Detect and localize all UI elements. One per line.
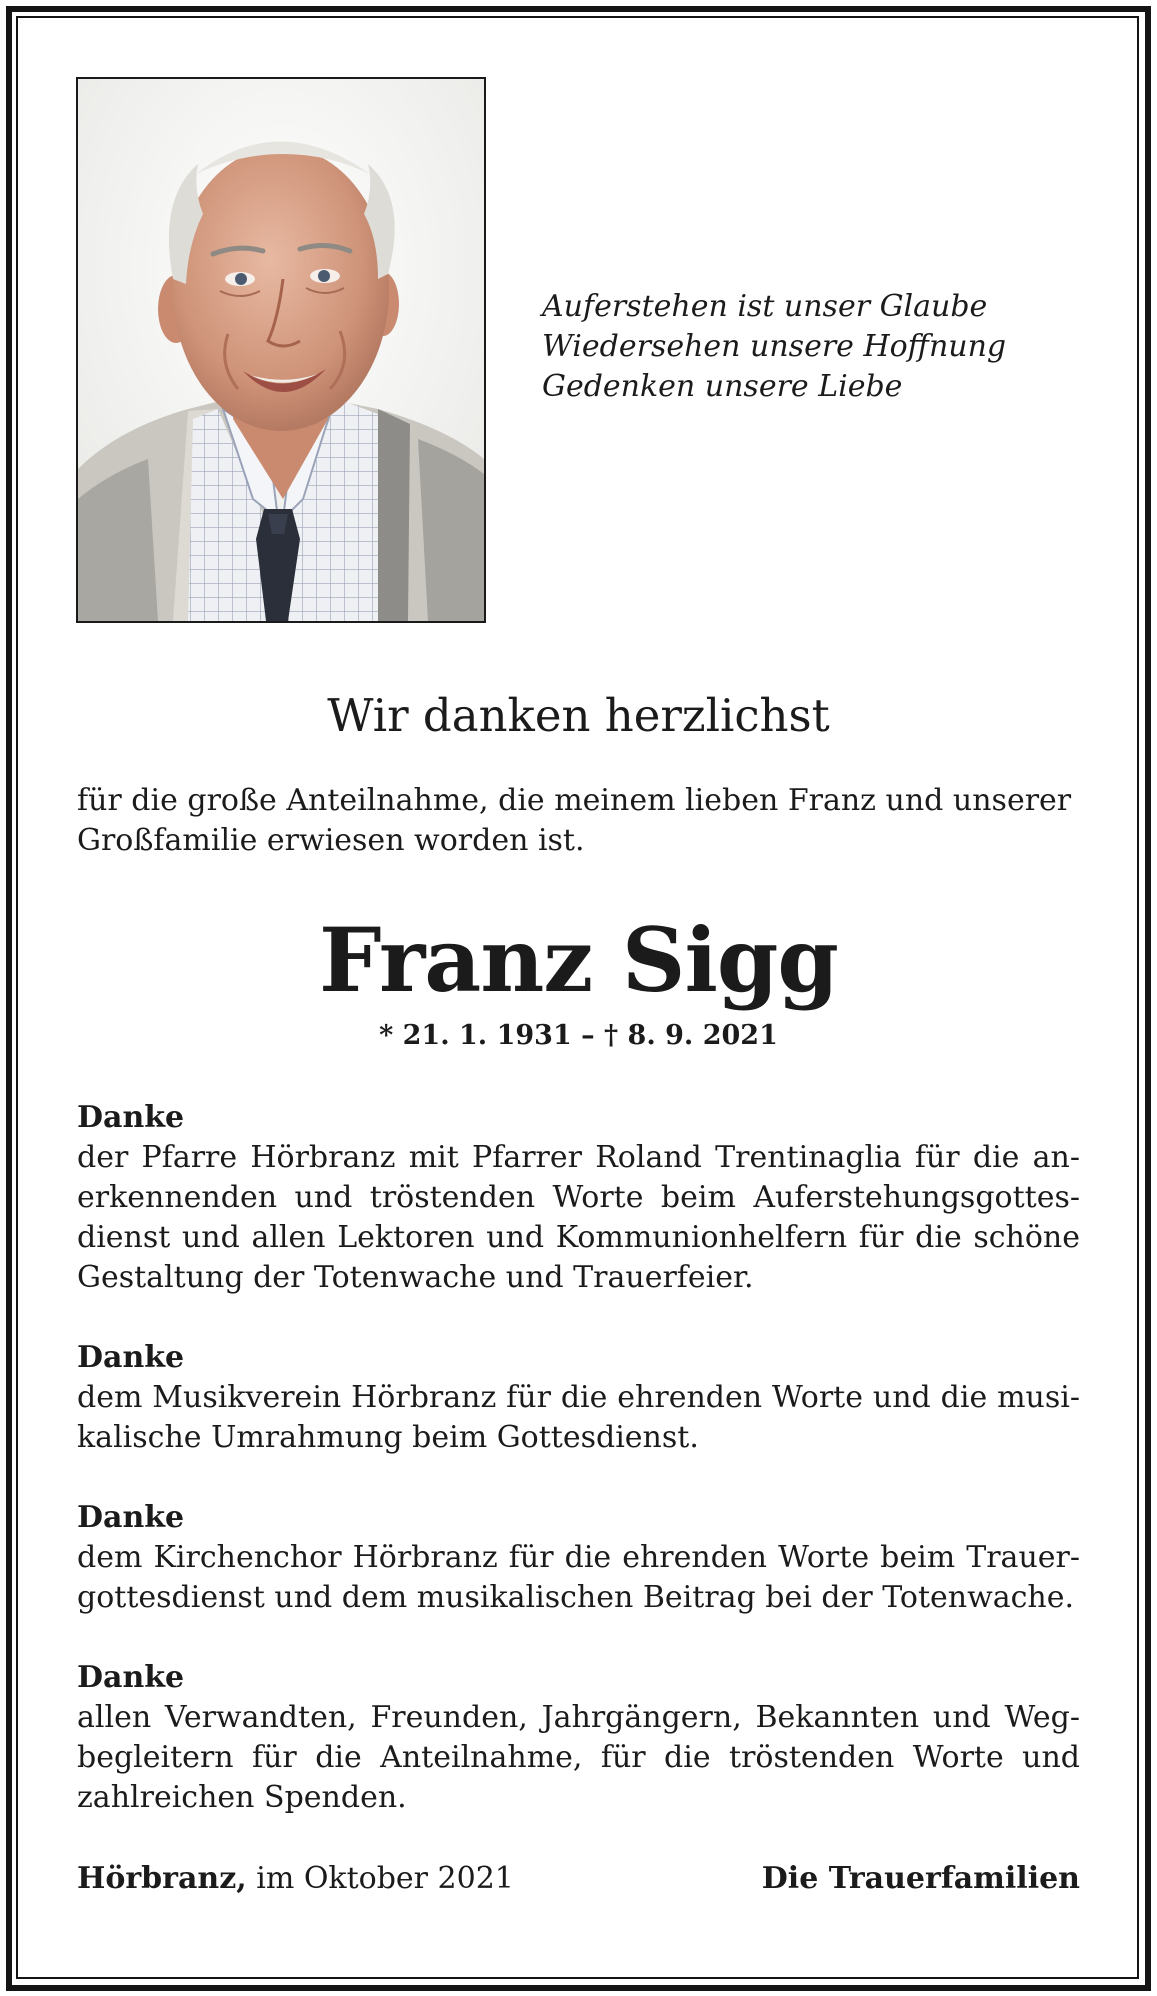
place-date: [77, 1859, 514, 1899]
thanks-section-choir: [77, 1498, 1080, 1618]
portrait-illustration: [78, 79, 484, 621]
intro-line: für die große Anteilnahme, die meinem lieben Franz und unserer: [77, 783, 1072, 818]
place: Hörbranz,: [77, 1861, 247, 1896]
signature: Die Trauerfamilien: [761, 1861, 1080, 1896]
thanks-line: dem Kirchenchor Hörbranz für die ehrenden Worte beim Trauer-: [77, 1540, 1080, 1575]
portrait-photo: [76, 77, 486, 623]
deceased-name: Franz Sigg: [319, 908, 838, 1012]
motto: [542, 287, 1062, 407]
thanks-line: allen Verwandten, Freunden, Jahrgängern, Bekannten und Weg-: [77, 1700, 1080, 1735]
thanks-label: Danke: [77, 1340, 185, 1375]
thanks-line: kalische Umrahmung beim Gottesdienst.: [77, 1420, 699, 1455]
thanks-section-relatives: [77, 1658, 1080, 1818]
thanks-line: der Pfarre Hörbranz mit Pfarrer Roland Trentinaglia für die an-: [77, 1140, 1080, 1175]
thanks-line: Gestaltung der Totenwache und Trauerfeier.: [77, 1260, 754, 1295]
motto-line: Gedenken unsere Liebe: [542, 369, 903, 404]
headline: Wir danken herzlichst: [327, 689, 830, 742]
thanks-line: gottesdienst und dem musikalischen Beitrag bei der Totenwache.: [77, 1580, 1075, 1615]
thanks-label: Danke: [77, 1500, 185, 1535]
thanks-line: erkennenden und tröstenden Worte beim Auferstehungsgottes-: [77, 1180, 1080, 1215]
thanks-section-music-club: [77, 1338, 1080, 1458]
motto-line: Wiedersehen unsere Hoffnung: [542, 329, 1007, 364]
life-dates: * 21. 1. 1931 – † 8. 9. 2021: [379, 1020, 778, 1051]
intro-line: Großfamilie erwiesen worden ist.: [77, 823, 585, 858]
thanks-line: dienst und allen Lektoren und Kommunionhelfern für die schöne: [77, 1220, 1080, 1255]
intro-text: [77, 781, 1080, 861]
thanks-line: begleitern für die Anteilnahme, für die tröstenden Worte und: [77, 1740, 1080, 1775]
motto-line: Auferstehen ist unser Glaube: [542, 289, 988, 324]
thanks-section-parish: [77, 1098, 1080, 1298]
thanks-label: Danke: [77, 1660, 185, 1695]
date: im Oktober 2021: [256, 1861, 514, 1896]
thanks-line: dem Musikverein Hörbranz für die ehrenden Worte und die musi-: [77, 1380, 1080, 1415]
thanks-line: zahlreichen Spenden.: [77, 1780, 407, 1815]
thanks-label: Danke: [77, 1100, 185, 1135]
